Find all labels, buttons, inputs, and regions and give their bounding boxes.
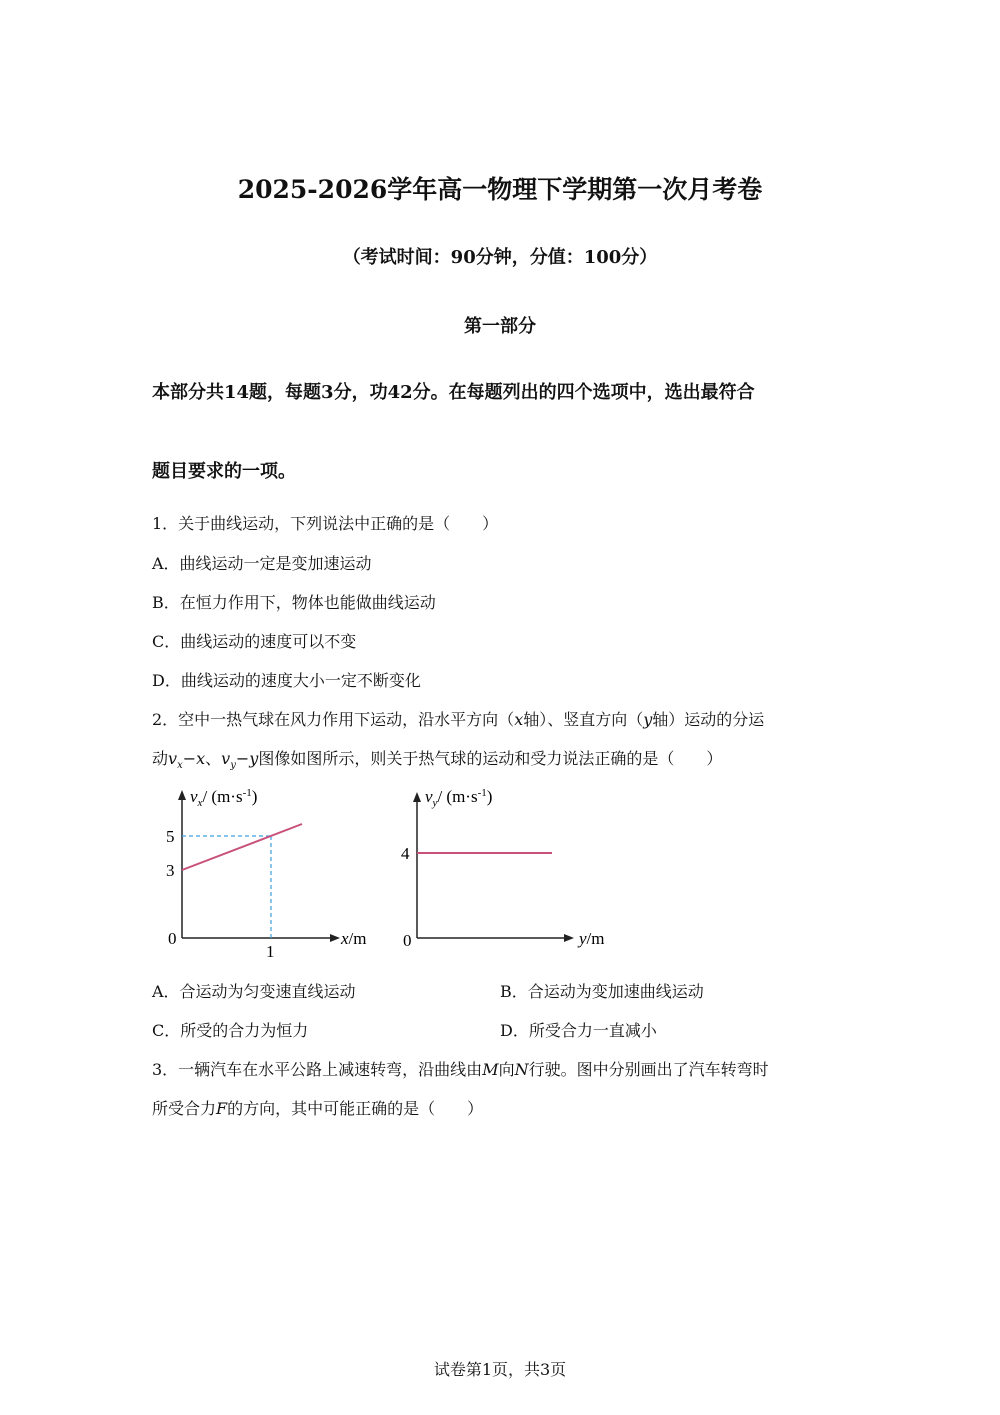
q2-option-b: B．合运动为变加速曲线运动 [500,982,704,1001]
q2-option-a: A．合运动为匀变速直线运动 [152,982,356,1001]
x-axis-arrow [564,934,574,942]
origin-label: 0 [403,931,412,950]
tick-label-4: 4 [401,844,410,863]
vx-x-graph [160,780,380,965]
q1-option-d: D．曲线运动的速度大小一定不断变化 [152,671,421,690]
instructions-line-1: 本部分共14题，每题3分，功42分。在每题列出的四个选项中，选出最符合 [152,382,755,403]
q1-option-b: B．在恒力作用下，物体也能做曲线运动 [152,593,436,612]
q2-stem-line-1: 2．空中一热气球在风力作用下运动，沿水平方向（x轴）、竖直方向（y轴）运动的分运 [152,710,765,729]
vx-line [182,824,302,870]
y-axis-arrow [178,790,186,800]
tick-label-1: 1 [266,942,275,961]
x-axis-label: x/m [341,929,367,948]
y-axis-label: $v_y/$ $(m\cdot s^{-1})$ [425,787,493,809]
instructions-line-2: 题目要求的一项。 [152,461,296,482]
exam-info: （考试时间：90分钟，分值：100分） [342,247,658,268]
y-axis-arrow [413,792,421,802]
page-footer: 试卷第1页，共3页 [433,1360,567,1379]
section-heading: 第一部分 [464,316,536,337]
q2-stem-line-2: 动$v_x-x$、$v_y-y$图像如图所示，则关于热气球的运动和受力说法正确的是（ ） [152,749,723,772]
vy-y-graph [395,782,625,967]
x-axis-label: y/m [579,929,605,948]
origin-label: 0 [168,929,177,948]
q3-stem-line-2: 所受合力F的方向，其中可能正确的是（ ） [152,1099,484,1118]
q2-option-d: D．所受合力一直减小 [500,1021,657,1040]
q1-option-c: C．曲线运动的速度可以不变 [152,632,357,651]
x-axis-arrow [330,934,340,942]
q2-option-c: C．所受的合力为恒力 [152,1021,309,1040]
y-axis-label: $v_x/$ $(m\cdot s^{-1})$ [190,787,258,809]
q3-stem-line-1: 3．一辆汽车在水平公路上减速转弯，沿曲线由M向N行驶。图中分别画出了汽车转弯时 [152,1060,769,1079]
page-title: 2025-2026学年高一物理下学期第一次月考卷 [237,175,763,204]
tick-label-5: 5 [166,827,175,846]
q1-option-a: A．曲线运动一定是变加速运动 [152,554,372,573]
q1-stem: 1．关于曲线运动，下列说法中正确的是（ ） [152,514,499,533]
tick-label-3: 3 [166,861,175,880]
